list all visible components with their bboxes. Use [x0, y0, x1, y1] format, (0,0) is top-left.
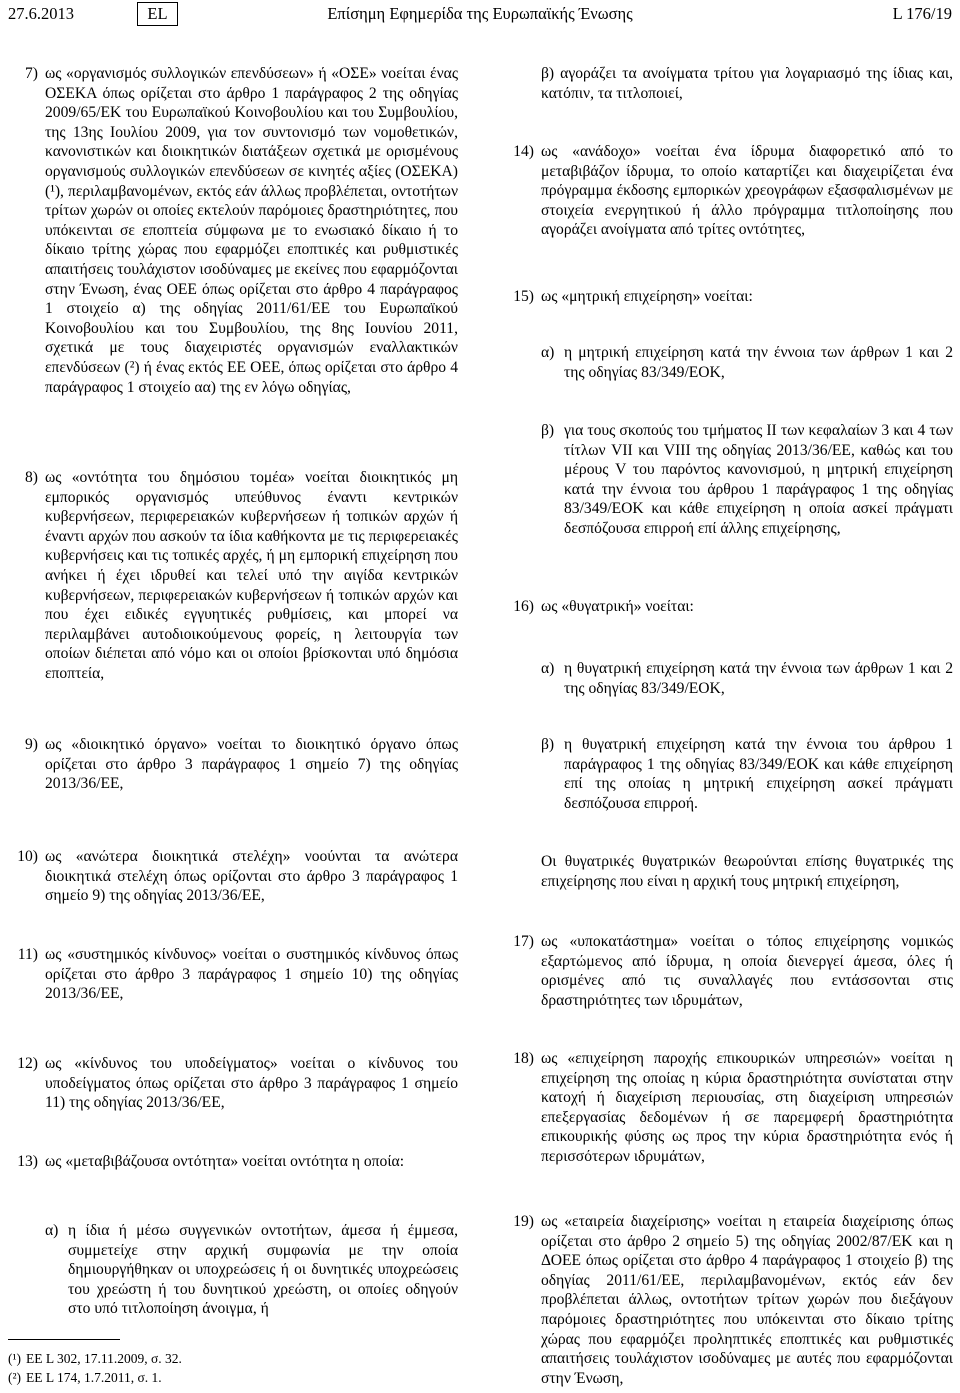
sub-item-text: η ίδια ή μέσω συγγενικών οντοτήτων, άμεσα ή έμμεσα, συμμετείχε στην αρχική συμφωνία με την οποία δημιουργήθηκαν οι υποχρεώσεις ή οι δυνητικές υποχρεώσεις του χρεώστη ή του δυνητικού χρεώστη, οι οποίες οδηγούν στο υπό τιτλοποίηση άνοιγμα, ή: [68, 1222, 458, 1318]
definition-item-14: [513, 142, 953, 240]
sub-item-15-beta: [541, 421, 953, 539]
item-16-note: [541, 852, 953, 891]
item-number: 14): [513, 143, 534, 160]
document-date: 27.6.2013: [8, 4, 74, 23]
item-text: ως «συστημικός κίνδυνος» νοείται ο συστημικός κίνδυνος όπως ορίζεται στο άρθρο 3 παράγραφος 1 σημείο 10) της οδηγίας 2013/36/ΕΕ,: [45, 946, 458, 1003]
item-number: 18): [513, 1050, 534, 1067]
sub-item-text: αγοράζει τα ανοίγματα τρίτου για λογαριασμό της ίδιας και, κατόπιν, τα τιτλοποιεί,: [541, 65, 953, 102]
item-text: ως «οντότητα του δημόσιου τομέα» νοείται διοικητικός μη εμπορικός οργανισμός υπεύθυνος έναντι κεντρικών κυβερνήσεων, περιφερειακών κυβερνήσεων ή τοπικών αρχών ή έναντι αρχών που ασκούν τα ίδια καθήκοντα με τις περιφερειακές κυβερνήσεις και τις τοπικές αρχές, ή μη εμπορική επιχείρηση που ανήκει ή έχει ιδρυθεί και τελεί υπό την αιγίδα κεντρικών κυβερνήσεων, περιφερειακών κυβερνήσεων ή τοπικών αρχών και που έχει ειδικές εγγυητικές ρυθμίσεις, και μπορεί να περιλαμβάνει αυτοδιοικούμενους φορείς, η λειτουργία των οποίων διέπεται από νόμο και οι οποίοι βρίσκονται υπό δημόσια εποπτεία,: [45, 469, 458, 682]
sub-item-16-beta: [541, 735, 953, 813]
item-text: ως «μητρική επιχείρηση» νοείται:: [541, 288, 753, 305]
footnote-text: ΕΕ L 174, 1.7.2011, σ. 1.: [26, 1370, 162, 1385]
item-text: ως «ανάδοχο» νοείται ένα ίδρυμα διαφορετικό από το μεταβιβάζον ίδρυμα, το οποίο καταρτίζει και διαχειρίζεται ένα πρόγραμμα έκδοσης εμπορικών χρεογράφων εξασφαλισμένων με στοιχεία ενεργητικού ή άλλο πρόγραμμα τιτλοποίησης που αγοράζει ανοίγματα από τρίτες οντότητες,: [541, 143, 953, 239]
sub-item-text: η θυγατρική επιχείρηση κατά την έννοια των άρθρων 1 και 2 της οδηγίας 83/349/ΕΟΚ,: [564, 660, 953, 697]
item-number: 13): [17, 1153, 38, 1170]
item-text: ως «οργανισμός συλλογικών επενδύσεων» ή «ΟΣΕ» νοείται ένας ΟΣΕΚΑ όπως ορίζεται στο άρθρο 1 παράγραφος 2 της οδηγίας 2009/65/ΕΚ του Ευρωπαϊκού Κοινοβουλίου και του Συμβουλίου, της 13ης Ιουλίου 2009, για τον συντονισμό των νομοθετικών, κανονιστικών και διοικητικών διατάξεων σχετικά με ορισμένους οργανισμούς συλλογικών επενδύσεων σε κινητές αξίες (ΟΣΕΚΑ) (¹), περιλαμβανομένων, εκτός εάν άλλως προβλέπεται, οντοτήτων τρίτων χωρών οι οποίες εκτελούν παρόμοιες δραστηριότητες, που υπόκεινται σε εποπτεία σύμφωνα με το ενωσιακό δίκαιο ή το δίκαιο τρίτης χώρας που εφαρμόζει εποπτικές και ρυθμιστικές απαιτήσεις τουλάχιστον ισοδύναμες με εκείνες που εφαρμόζονται στην Ένωση, ένας ΟΕΕ όπως ορίζεται στο άρθρο 4 παράγραφος 1 στοιχείο α) της οδηγίας 2011/61/ΕΕ του Ευρωπαϊκού Κοινοβουλίου και του Συμβουλίου, της 8ης Ιουνίου 2011, σχετικά με τους διαχειριστές οργανισμών εναλλακτικών επενδύσεων (²) ή ένας εκτός ΕΕ ΟΕΕ, όπως ορίζεται στο άρθρο 4 παράγραφος 1 στοιχείο αα) της εν λόγω οδηγίας,: [45, 65, 458, 396]
item-number: 16): [513, 598, 534, 615]
sub-item-label: β): [541, 65, 555, 82]
journal-title: Επίσημη Εφημερίδα της Ευρωπαϊκής Ένωσης: [327, 4, 633, 23]
item-number: 9): [25, 736, 38, 753]
item-number: 17): [513, 933, 534, 950]
definition-item-16: [513, 597, 953, 617]
sub-item-text: για τους σκοπούς του τμήματος II των κεφαλαίων 3 και 4 των τίτλων VII και VIII της οδηγίας 2013/36/ΕΕ, καθώς και του μέρους V του παρόντος κανονισμού, η μητρική επιχείρηση κατά την έννοια του άρθρου 1 παράγραφος 1 της οδηγίας 83/349/ΕΟΚ και κάθε επιχείρηση η οποία ασκεί πράγματι δεσπόζουσα επιρροή επί άλλης επιχείρησης,: [564, 422, 953, 537]
item-number: 10): [17, 848, 38, 865]
item-text: ως «διοικητικό όργανο» νοείται το διοικητικό όργανο όπως ορίζεται στο άρθρο 3 παράγραφος 1 σημείο 7) της οδηγίας 2013/36/ΕΕ,: [45, 736, 458, 793]
item-text: ως «θυγατρική» νοείται:: [541, 598, 694, 615]
sub-item-text: η μητρική επιχείρηση κατά την έννοια των άρθρων 1 και 2 της οδηγίας 83/349/ΕΟΚ,: [564, 344, 953, 381]
sub-item-label: α): [45, 1222, 59, 1239]
footnotes: [8, 1349, 448, 1387]
sub-item-label: β): [541, 422, 555, 439]
note-text: Οι θυγατρικές θυγατρικών θεωρούνται επίσης θυγατρικές της επιχείρησης που είναι η αρχική τους μητρική επιχείρηση,: [541, 853, 953, 890]
definition-item-15: [513, 287, 953, 307]
sub-item-text: η θυγατρική επιχείρηση κατά την έννοια του άρθρου 1 παράγραφος 1 της οδηγίας 83/349/ΕΟΚ και κάθε επιχείρηση επί της οποίας η μητρική επιχείρηση ασκεί πράγματι δεσπόζουσα επιρροή.: [564, 736, 953, 812]
item-number: 7): [25, 65, 38, 82]
page-reference: L 176/19: [892, 4, 952, 23]
footnote-separator: [8, 1339, 120, 1340]
footnote-text: ΕΕ L 302, 17.11.2009, σ. 32.: [26, 1351, 182, 1366]
language-badge: EL: [137, 2, 178, 26]
footnote: [8, 1349, 448, 1368]
item-text: ως «κίνδυνος του υποδείγματος» νοείται ο κίνδυνος του υποδείγματος όπως ορίζεται στο άρθρο 3 παράγραφος 1 σημείο 11) της οδηγίας 2013/36/ΕΕ,: [45, 1055, 458, 1112]
item-text: ως «επιχείρηση παροχής επικουρικών υπηρεσιών» νοείται η επιχείρηση της οποίας η κύρια δραστηριότητα συνίσταται στην κατοχή ή διαχείριση περιουσίας, στη διαχείριση υπηρεσιών επεξεργασίας δεδομένων ή σε παρεμφερή δραστηριότητα επικουρικής φύσης ως προς την κύρια δραστηριότητα ενός ή περισσότερων ιδρυμάτων,: [541, 1050, 953, 1165]
definition-item-18: [513, 1049, 953, 1167]
definition-item-17: [513, 932, 953, 1010]
sub-item-label: β): [541, 736, 555, 753]
item-number: 15): [513, 288, 534, 305]
item-number: 12): [17, 1055, 38, 1072]
sub-item-15-alpha: [541, 343, 953, 382]
item-number: 19): [513, 1213, 534, 1230]
item-text: ως «εταιρεία διαχείρισης» νοείται η εταιρεία διαχείρισης όπως ορίζεται στο άρθρο 2 σημείο 5) της οδηγίας 2002/87/ΕΚ και η ΔΟΕΕ όπως ορίζεται στο άρθρο 4 παράγραφος 1 στοιχείο β) της οδηγίας 2011/61/ΕΕ, περιλαμβανομένων, εκτός εάν δεν προβλέπεται άλλως, οντοτήτων τρίτων χωρών που διεξάγουν παρόμοιες δραστηριότητες που υπόκεινται στο δίκαιο τρίτης χώρας που εφαρμόζει προληπτικές εποπτικές και ρυθμιστικές απαιτήσεις τουλάχιστον ισοδύναμες με αυτές που εφαρμόζονται στην Ένωση,: [541, 1213, 953, 1387]
footnote-mark: (²): [8, 1370, 22, 1385]
sub-item-16-alpha: [541, 659, 953, 698]
item-number: 8): [25, 469, 38, 486]
item-number: 11): [17, 946, 38, 963]
footnote: [8, 1368, 448, 1387]
sub-item-label: α): [541, 660, 555, 677]
definition-item-19: [513, 1212, 953, 1388]
footnote-mark: (¹): [8, 1351, 22, 1366]
item-text: ως «ανώτερα διοικητικά στελέχη» νοούνται τα ανώτερα διοικητικά στελέχη όπως ορίζονται στο άρθρο 3 παράγραφος 1 σημείο 9) της οδηγίας 2013/36/ΕΕ,: [45, 848, 458, 905]
sub-item-13-beta: [541, 64, 953, 103]
item-text: ως «μεταβιβάζουσα οντότητα» νοείται οντότητα η οποία:: [45, 1153, 405, 1170]
sub-item-label: α): [541, 344, 555, 361]
item-text: ως «υποκατάστημα» νοείται ο τόπος επιχείρησης νομικώς εξαρτώμενος από ίδρυμα, η οποία διενεργεί άμεσα, όλες ή ορισμένες από τις συναλλαγές που εντάσσονται στις δραστηριότητες των ιδρυμάτων,: [541, 933, 953, 1009]
